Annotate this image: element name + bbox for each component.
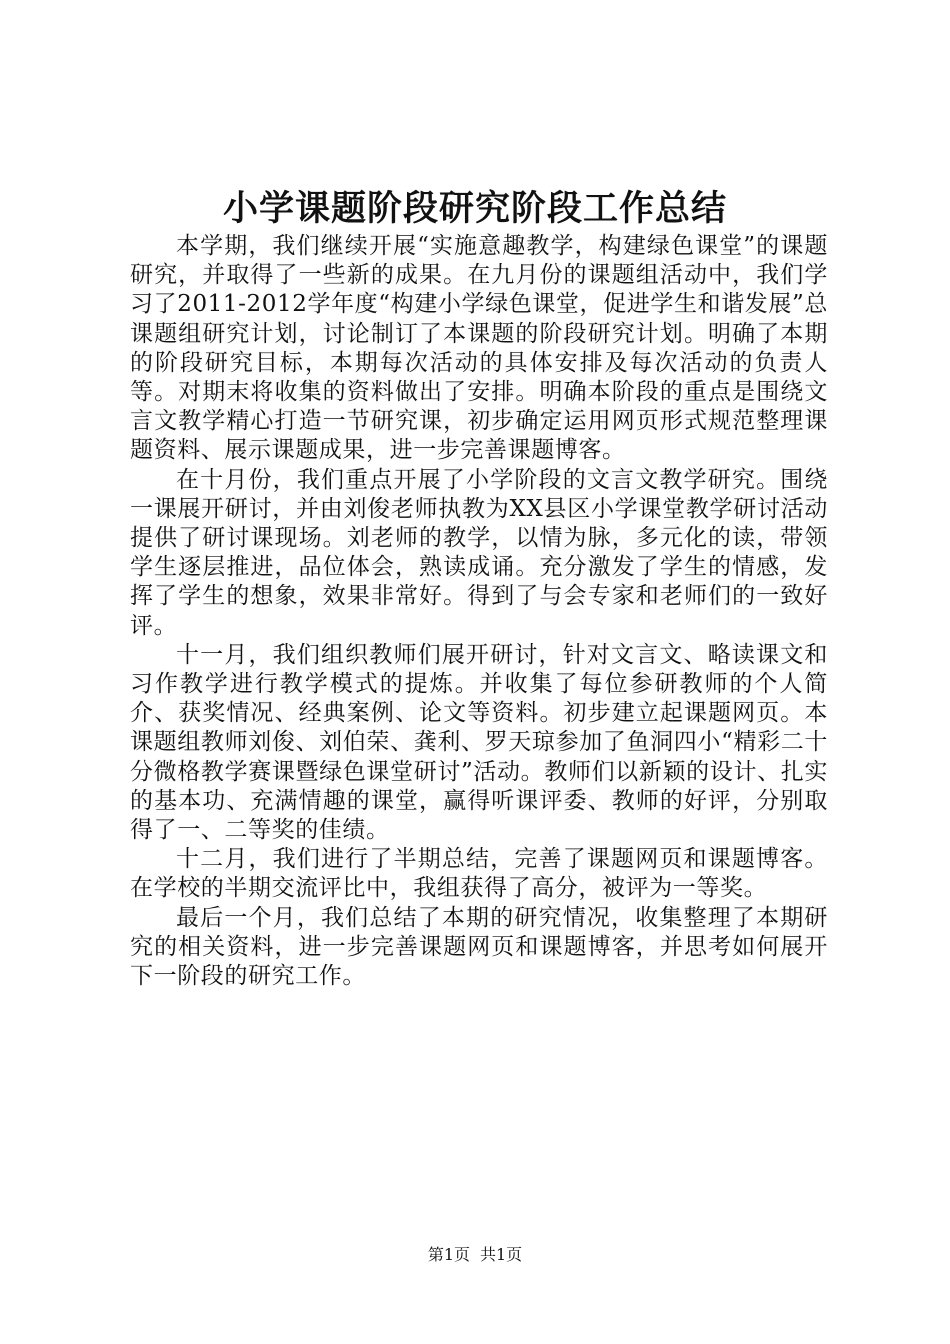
- page-total: 共1页: [480, 1245, 523, 1264]
- paragraph: 本学期，我们继续开展“实施意趣教学，构建绿色课堂”的课题研究，并取得了一些新的成果。在九月份的课题组活动中，我们学习了2011-2012学年度“构建小学绿色课堂，促进学生和谐发展”总课题组研究计划，讨论制订了本课题的阶段研究计划。明确了本期的阶段研究目标，本期每次活动的具体安排及每次活动的负责人等。对期末将收集的资料做出了安排。明确本阶段的重点是围绕文言文教学精心打造一节研究课，初步确定运用网页形式规范整理课题资料、展示课题成果，进一步完善课题博客。: [130, 233, 828, 464]
- page-number: 第1页: [427, 1245, 470, 1264]
- paragraph: 十一月，我们组织教师们展开研讨，针对文言文、略读课文和习作教学进行教学模式的提炼。并收集了每位参研教师的个人简介、获奖情况、经典案例、论文等资料。初步建立起课题网页。本课题组教师刘俊、刘伯荣、龚利、罗天琼参加了鱼洞四小“精彩二十分微格教学赛课暨绿色课堂研讨”活动。教师们以新颖的设计、扎实的基本功、充满情趣的课堂，赢得听课评委、教师的好评，分别取得了一、二等奖的佳绩。: [130, 641, 828, 844]
- document-body: [130, 232, 828, 991]
- paragraph: 在十月份，我们重点开展了小学阶段的文言文教学研究。围绕一课展开研讨，并由刘俊老师执教为XX县区小学课堂教学研讨活动提供了研讨课现场。刘老师的教学，以情为脉，多元化的读，带领学生逐层推进，品位体会，熟读成诵。充分激发了学生的情感，发挥了学生的想象，效果非常好。得到了与会专家和老师们的一致好评。: [130, 466, 828, 639]
- paragraph: 最后一个月，我们总结了本期的研究情况，收集整理了本期研究的相关资料，进一步完善课题网页和课题博客，并思考如何展开下一阶段的研究工作。: [130, 904, 828, 990]
- paragraph: 十二月，我们进行了半期总结，完善了课题网页和课题博客。在学校的半期交流评比中，我组获得了高分，被评为一等奖。: [130, 846, 828, 902]
- page-footer: [0, 1244, 950, 1266]
- document-title: 小学课题阶段研究阶段工作总结: [222, 188, 727, 229]
